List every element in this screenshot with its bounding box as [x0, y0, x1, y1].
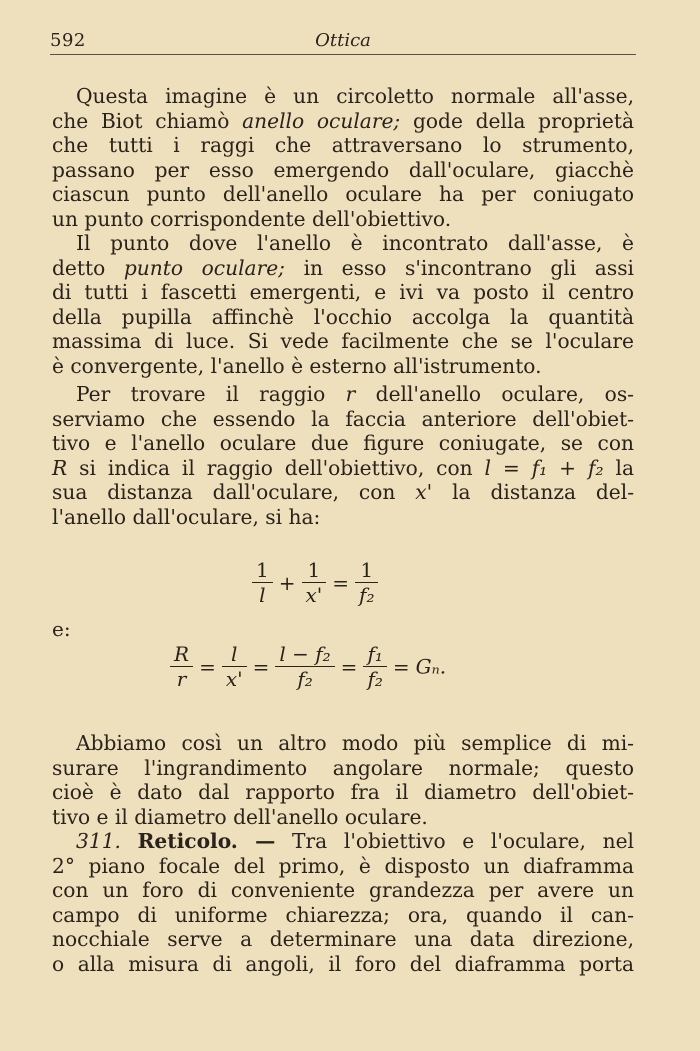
text-line: detto punto oculare; in esso s'incontrano gli assi [52, 255, 635, 280]
text-line: serviamo che essendo la faccia anteriore dell'obiet- [52, 406, 634, 431]
page-header [50, 28, 636, 55]
text-line: nocchiale serve a determinare una data direzione, [52, 927, 634, 951]
e-label: e: [52, 617, 71, 641]
page-number: 592 [50, 30, 86, 51]
paragraph-1 [52, 84, 634, 231]
text-line: surare l'ingrandimento angolare normale; questo [52, 755, 634, 780]
paragraph-3 [52, 382, 634, 529]
text-line: 2° piano focale del primo, è disposto un diaframma [52, 853, 634, 878]
text-line: con un foro di conveniente grandezza per avere un [52, 878, 634, 902]
paragraph-2 [52, 231, 634, 378]
text-line: l'anello dall'oculare, si ha: [52, 504, 321, 529]
text-line: è convergente, l'anello è esterno all'istrumento. [52, 353, 542, 378]
running-title: Ottica [315, 30, 371, 51]
fraction: $\frac{1}{l}$ [252, 558, 273, 607]
formula-magnification: $\frac{R}{r}$ = $\frac{l}{x'}$ = $\frac{\text{l − f₂}}{\text{f₂}}$ = $\frac{\text{f₁}}{\text{f₂}}$ = Gₙ. [170, 642, 446, 691]
text-line: Per trovare il raggio r dell'anello oculare, os- [76, 382, 634, 406]
section-311 [52, 829, 634, 976]
fraction: $\frac{l}{x'}$ [222, 642, 247, 691]
section-title: Reticolo. — [137, 829, 276, 853]
text-line: che tutti i raggi che attraversano lo strumento, [52, 133, 634, 157]
formula-lens-equation: $\frac{1}{l}$ + $\frac{1}{x'}$ = $\frac{1}{\text{f₂}}$ [252, 558, 378, 607]
text-line: di tutti i fascetti emergenti, e ivi va posto il centro [52, 280, 634, 304]
paragraph-4 [52, 731, 634, 829]
fraction: $\frac{1}{\text{f₂}}$ [355, 558, 378, 607]
text-line: Questa imagine è un circoletto normale all'asse, [76, 84, 634, 108]
fraction: $\frac{1}{x'}$ [302, 558, 327, 607]
text-line: campo di uniforme chiarezza; ora, quando il can- [52, 902, 634, 927]
text-line: che Biot chiamò anello oculare; gode della proprietà [52, 108, 635, 133]
text-line: o alla misura di angoli, il foro del diaframma porta [52, 951, 634, 976]
text-line: tivo e l'anello oculare due figure coniugate, se con [52, 431, 634, 455]
text-line: cioè è dato dal rapporto fra il diametro dell'obiet- [52, 780, 634, 804]
text-line: tivo e il diametro dell'anello oculare. [52, 804, 428, 829]
text-line: Abbiamo così un altro modo più semplice di mi- [76, 731, 634, 755]
section-number: 311. [76, 829, 121, 853]
fraction: $\frac{\text{l − f₂}}{\text{f₂}}$ [275, 642, 334, 691]
text-line: R si indica il raggio dell'obiettivo, con l = f₁ + f₂ la [52, 455, 634, 480]
text-line: un punto corrispondente dell'obiettivo. [52, 206, 452, 231]
text-line: massima di luce. Si vede facilmente che se l'oculare [52, 329, 634, 353]
fraction: $\frac{\text{f₁}}{\text{f₂}}$ [363, 642, 386, 691]
text-line: Il punto dove l'anello è incontrato dall'asse, è [76, 231, 634, 255]
text-line: della pupilla affinchè l'occhio accolga la quantità [52, 304, 634, 329]
text-line: sua distanza dall'oculare, con x' la distanza del- [52, 480, 635, 504]
text-line: ciascun punto dell'anello oculare ha per coniugato [52, 182, 634, 206]
section-heading-line: 311. Reticolo. — Tra l'obiettivo e l'oculare, nel [76, 829, 635, 853]
fraction: $\frac{R}{r}$ [170, 642, 193, 691]
text-line: passano per esso emergendo dall'oculare, giacchè [52, 157, 634, 182]
